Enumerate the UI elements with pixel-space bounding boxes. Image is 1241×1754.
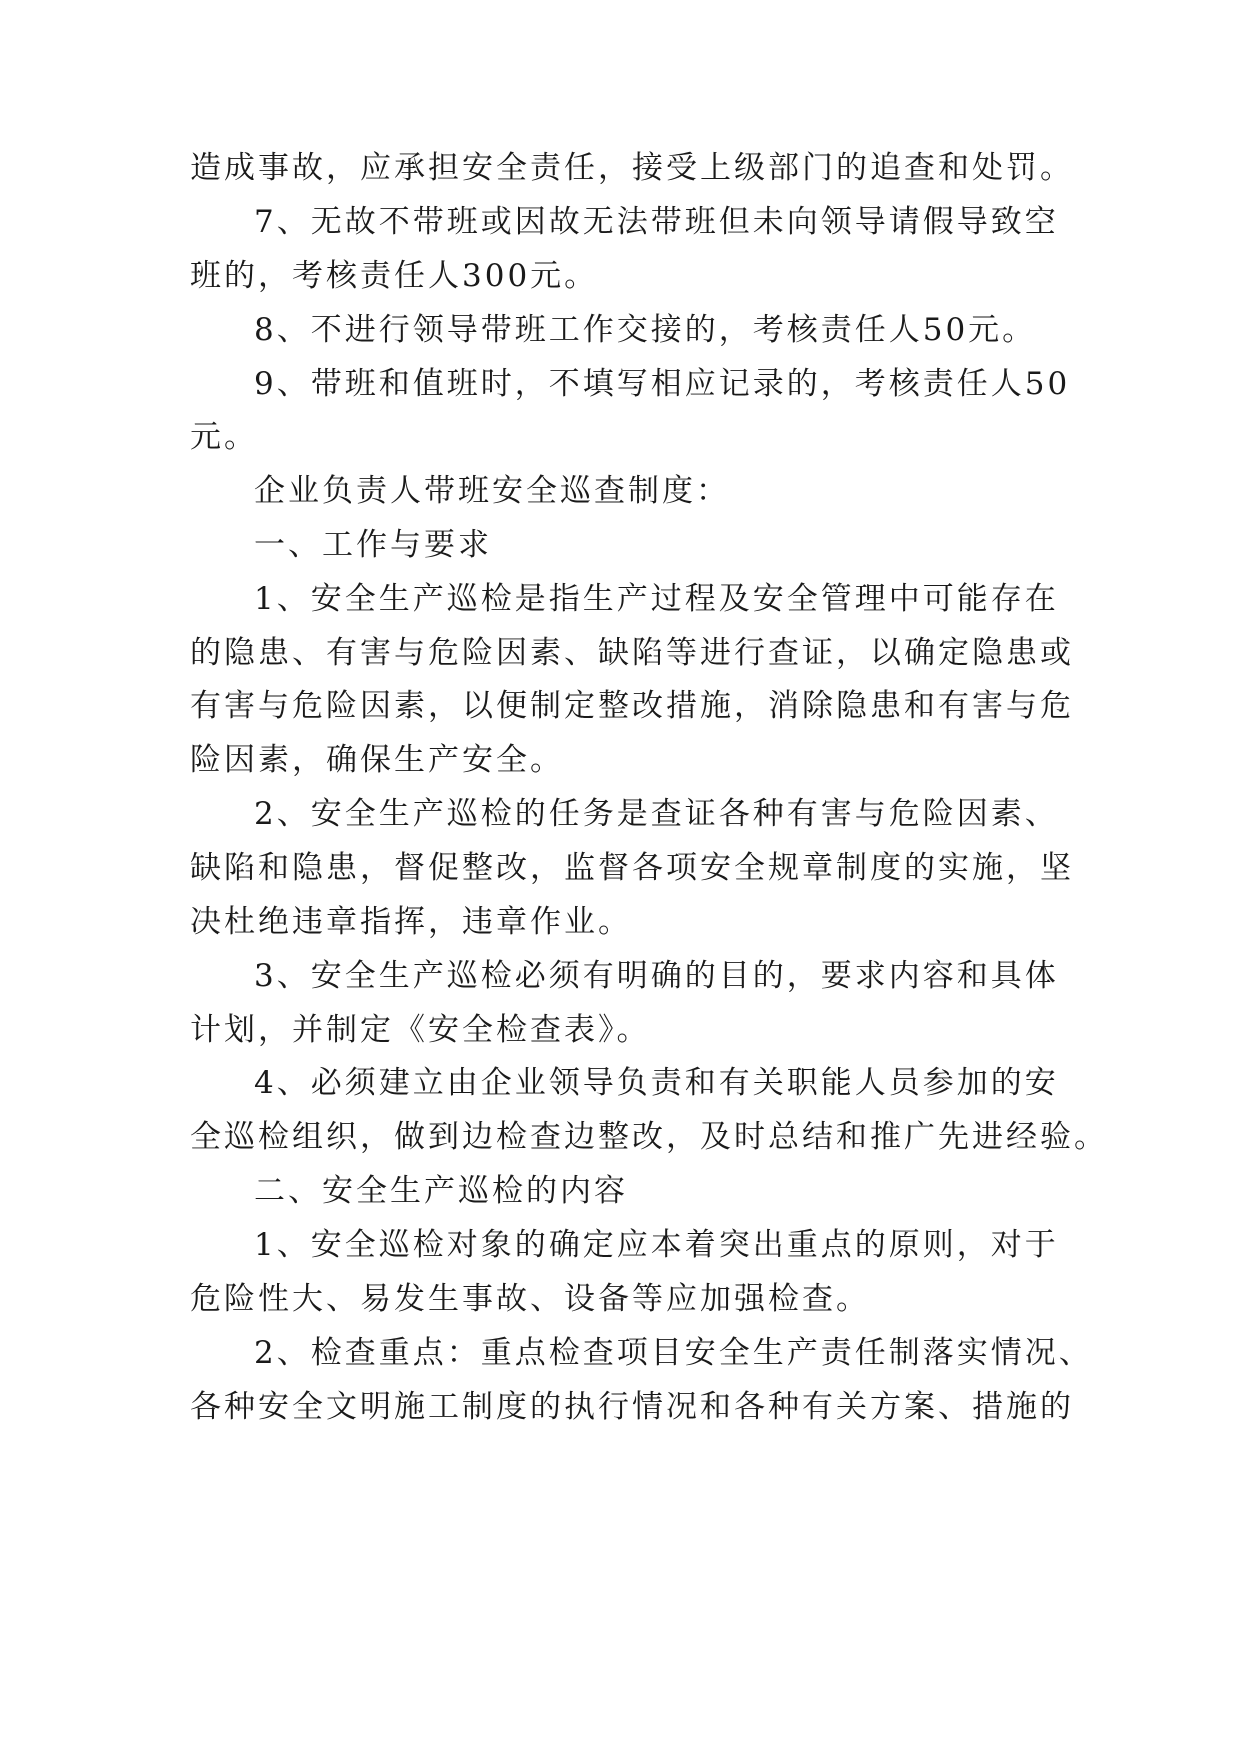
text-line: 元。 bbox=[190, 419, 258, 455]
section-heading: 二、安全生产巡检的内容 bbox=[254, 1173, 628, 1209]
section-heading: 企业负责人带班安全巡查制度： bbox=[254, 473, 730, 509]
text-line: 4、必须建立由企业领导负责和有关职能人员参加的安 bbox=[254, 1065, 1059, 1101]
text-line: 造成事故，应承担安全责任，接受上级部门的追查和处罚。 bbox=[190, 150, 1074, 186]
text-line: 3、安全生产巡检必须有明确的目的，要求内容和具体 bbox=[254, 958, 1059, 994]
text-line: 各种安全文明施工制度的执行情况和各种有关方案、措施的 bbox=[190, 1389, 1074, 1425]
text-line: 有害与危险因素，以便制定整改措施，消除隐患和有害与危 bbox=[190, 688, 1074, 724]
text-line: 缺陷和隐患，督促整改，监督各项安全规章制度的实施，坚 bbox=[190, 850, 1074, 886]
section-heading: 一、工作与要求 bbox=[254, 527, 492, 563]
text-line: 2、检查重点：重点检查项目安全生产责任制落实情况、 bbox=[254, 1335, 1093, 1371]
text-line: 的隐患、有害与危险因素、缺陷等进行查证，以确定隐患或 bbox=[190, 635, 1074, 671]
text-line: 1、安全巡检对象的确定应本着突出重点的原则，对于 bbox=[254, 1227, 1059, 1263]
text-line: 危险性大、易发生事故、设备等应加强检查。 bbox=[190, 1281, 870, 1317]
text-line: 计划，并制定《安全检查表》。 bbox=[190, 1012, 651, 1048]
text-line: 班的，考核责任人300元。 bbox=[190, 258, 599, 294]
text-line: 7、无故不带班或因故无法带班但未向领导请假导致空 bbox=[254, 204, 1059, 240]
text-line: 2、安全生产巡检的任务是查证各种有害与危险因素、 bbox=[254, 796, 1059, 832]
text-line: 8、不进行领导带班工作交接的，考核责任人50元。 bbox=[254, 312, 1037, 348]
text-line: 决杜绝违章指挥，违章作业。 bbox=[190, 904, 632, 940]
text-line: 9、带班和值班时，不填写相应记录的，考核责任人50 bbox=[254, 366, 1071, 402]
text-line: 全巡检组织，做到边检查边整改，及时总结和推广先进经验。 bbox=[190, 1119, 1108, 1155]
text-line: 险因素，确保生产安全。 bbox=[190, 742, 564, 778]
text-line: 1、安全生产巡检是指生产过程及安全管理中可能存在 bbox=[254, 581, 1059, 617]
